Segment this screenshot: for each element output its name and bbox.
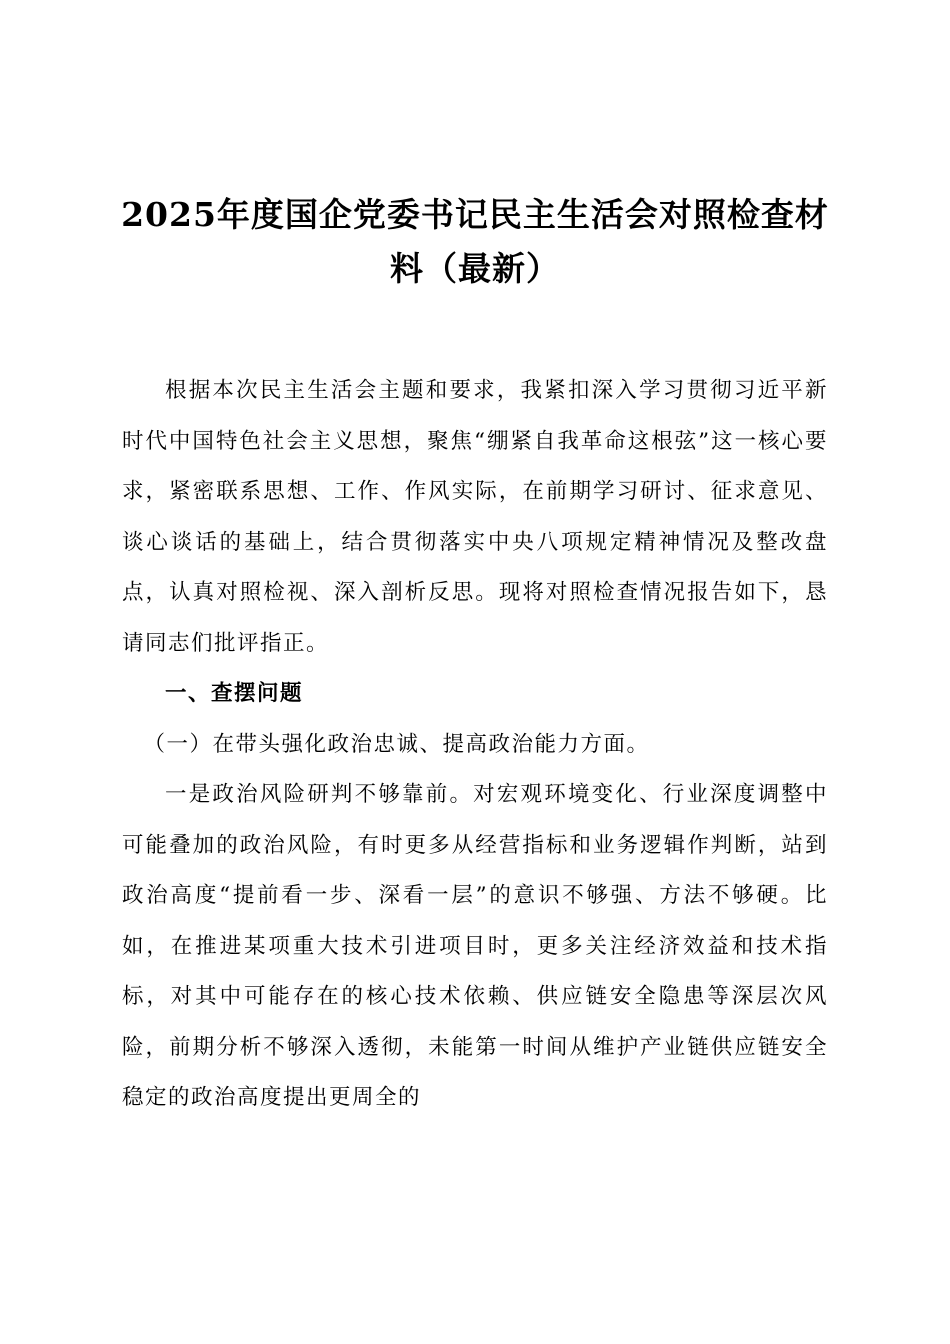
document-title: 2025年度国企党委书记民主生活会对照检查材料（最新） [121,195,829,288]
point-paragraph-political-risk: 一是政治风险研判不够靠前。对宏观环境变化、行业深度调整中可能叠加的政治风险，有时更多从经营指标和业务逻辑作判断，站到政治高度“提前看一步、深看一层”的意识不够强、方法不够硬。比如，在推进某项重大技术引进项目时，更多关注经济效益和技术指标，对其中可能存在的核心技术依赖、供应链安全隐患等深层次风险，前期分析不够深入透彻，未能第一时间从维护产业链供应链安全稳定的政治高度提出更周全的 [122,782,828,1110]
subsection-heading-political-loyalty: （一）在带头强化政治忠诚、提高政治能力方面。 [143,731,650,757]
intro-paragraph: 根据本次民主生活会主题和要求，我紧扣深入学习贯彻习近平新时代中国特色社会主义思想，聚焦“绷紧自我革命这根弦”这一核心要求，紧密联系思想、工作、作风实际，在前期学习研讨、征求意见、谈心谈话的基础上，结合贯彻落实中央八项规定精神情况及整改盘点，认真对照检视、深入剖析反思。现将对照检查情况报告如下，恳请同志们批评指正。 [122,378,828,656]
document-body [122,366,828,1124]
section-heading-find-problems: 一、查摆问题 [165,681,304,706]
